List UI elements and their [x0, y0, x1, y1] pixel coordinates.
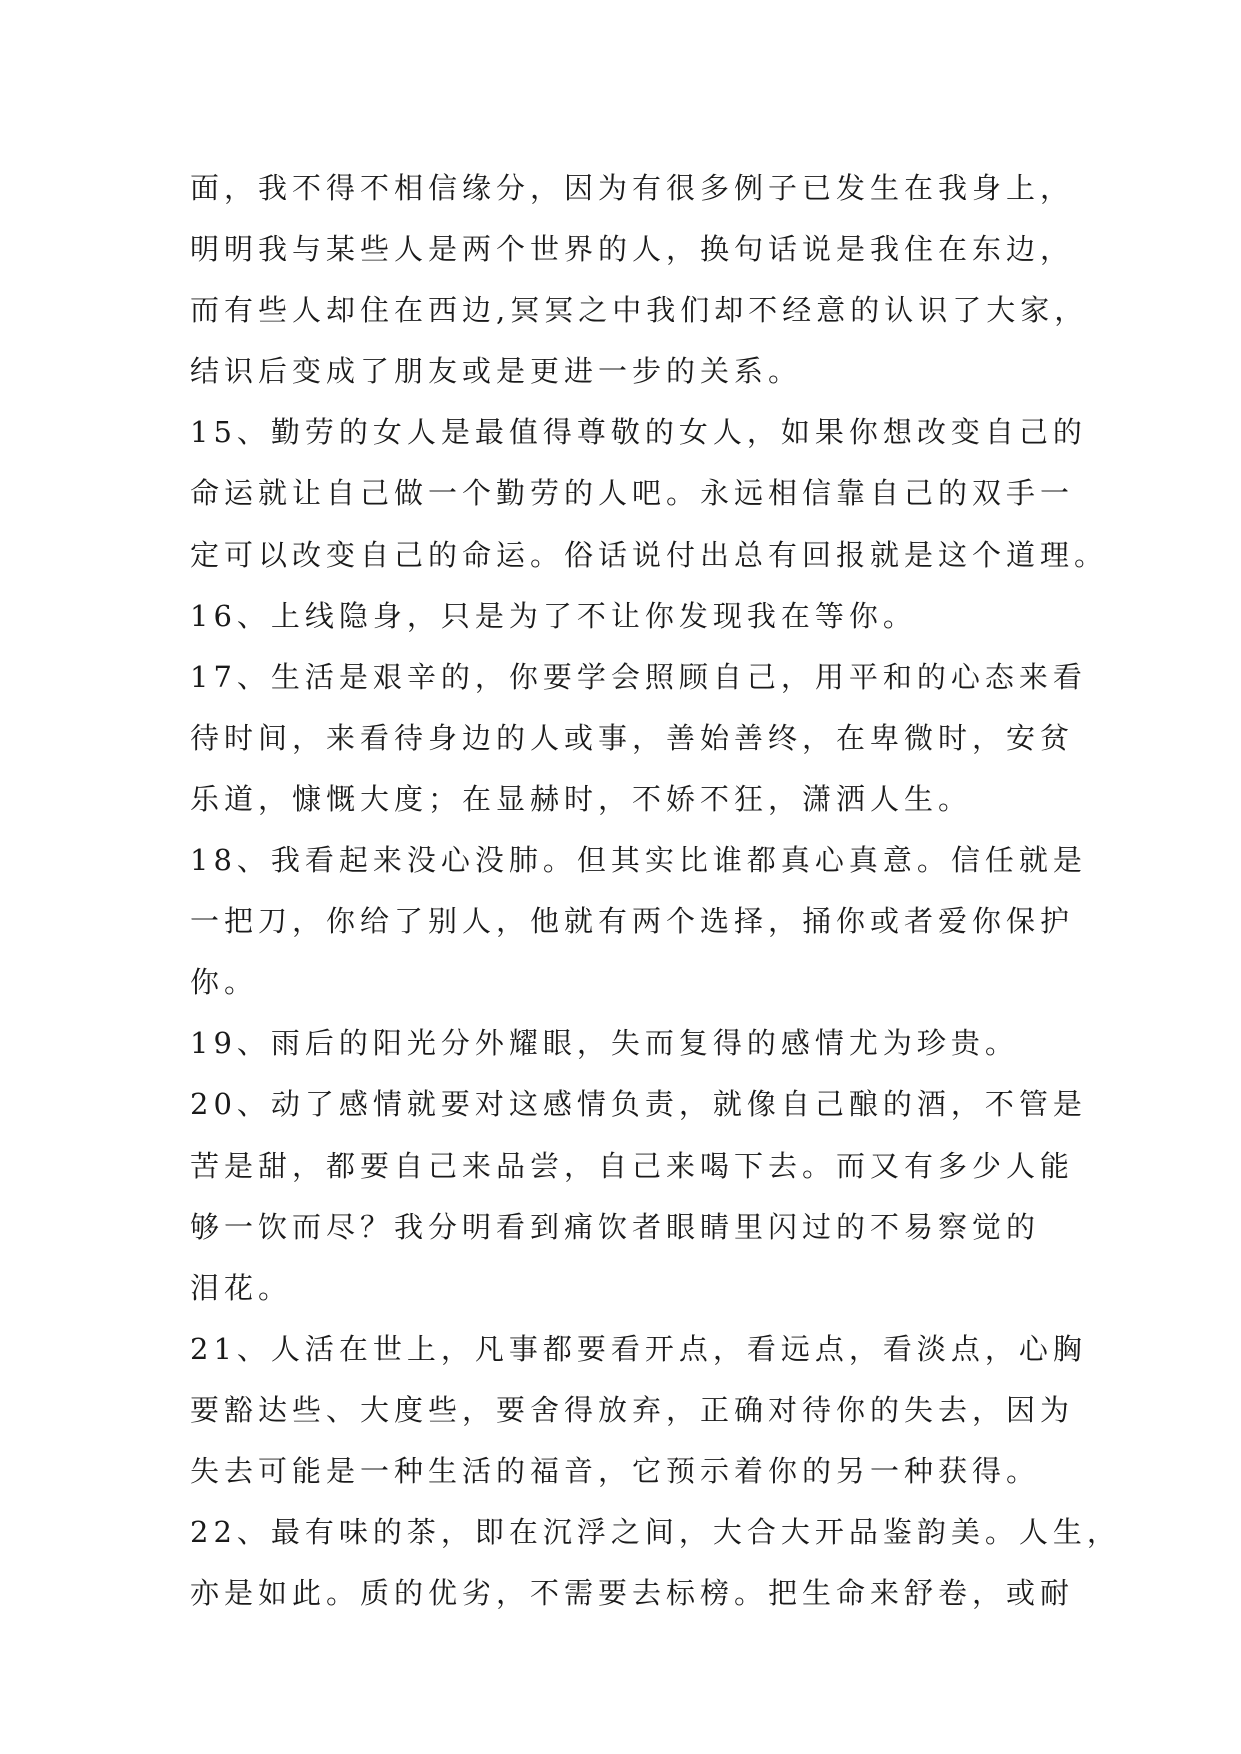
text-line: 16、上线隐身，只是为了不让你发现我在等你。 [190, 598, 917, 633]
text-line: 明明我与某些人是两个世界的人，换句话说是我住在东边， [190, 232, 1075, 267]
text-line: 定可以改变自己的命运。俗话说付出总有回报就是这个道理。 [190, 537, 1109, 572]
text-line: 结识后变成了朋友或是更进一步的关系。 [190, 354, 803, 389]
text-line: 命运就让自己做一个勤劳的人吧。永远相信靠自己的双手一 [190, 476, 1075, 511]
text-line: 19、雨后的阳光分外耀眼，失而复得的感情尤为珍贵。 [190, 1026, 1019, 1061]
text-line: 18、我看起来没心没肺。但其实比谁都真心真意。信任就是 [190, 843, 1087, 878]
text-line: 苦是甜，都要自己来品尝，自己来喝下去。而又有多少人能 [190, 1148, 1075, 1183]
text-line: 17、生活是艰辛的，你要学会照顾自己，用平和的心态来看 [190, 659, 1087, 694]
text-line: 失去可能是一种生活的福音，它预示着你的另一种获得。 [190, 1453, 1041, 1488]
text-line: 泪花。 [190, 1270, 293, 1305]
text-line: 一把刀，你给了别人，他就有两个选择，捅你或者爱你保护 [190, 904, 1075, 939]
text-line: 你。 [190, 965, 259, 1000]
text-line: 22、最有味的茶，即在沉浮之间，大合大开品鉴韵美。人生， [190, 1515, 1121, 1550]
text-line: 要豁达些、大度些，要舍得放弃，正确对待你的失去，因为 [190, 1392, 1075, 1427]
text-line: 15、勤劳的女人是最值得尊敬的女人，如果你想改变自己的 [190, 415, 1087, 450]
text-line: 亦是如此。质的优劣，不需要去标榜。把生命来舒卷，或耐 [190, 1576, 1075, 1611]
text-line: 面，我不得不相信缘分，因为有很多例子已发生在我身上， [190, 171, 1075, 205]
text-line: 而有些人却住在西边,冥冥之中我们却不经意的认识了大家， [190, 293, 1089, 328]
text-line: 20、动了感情就要对这感情负责，就像自己酿的酒，不管是 [190, 1087, 1087, 1122]
text-line: 21、人活在世上，凡事都要看开点，看远点，看淡点，心胸 [190, 1331, 1087, 1366]
text-line: 乐道，慷慨大度；在显赫时，不娇不狂，潇洒人生。 [190, 781, 973, 816]
text-line: 够一饮而尽？我分明看到痛饮者眼睛里闪过的不易察觉的 [190, 1209, 1041, 1244]
text-line: 待时间，来看待身边的人或事，善始善终，在卑微时，安贫 [190, 720, 1075, 755]
document-body [190, 158, 1121, 1624]
